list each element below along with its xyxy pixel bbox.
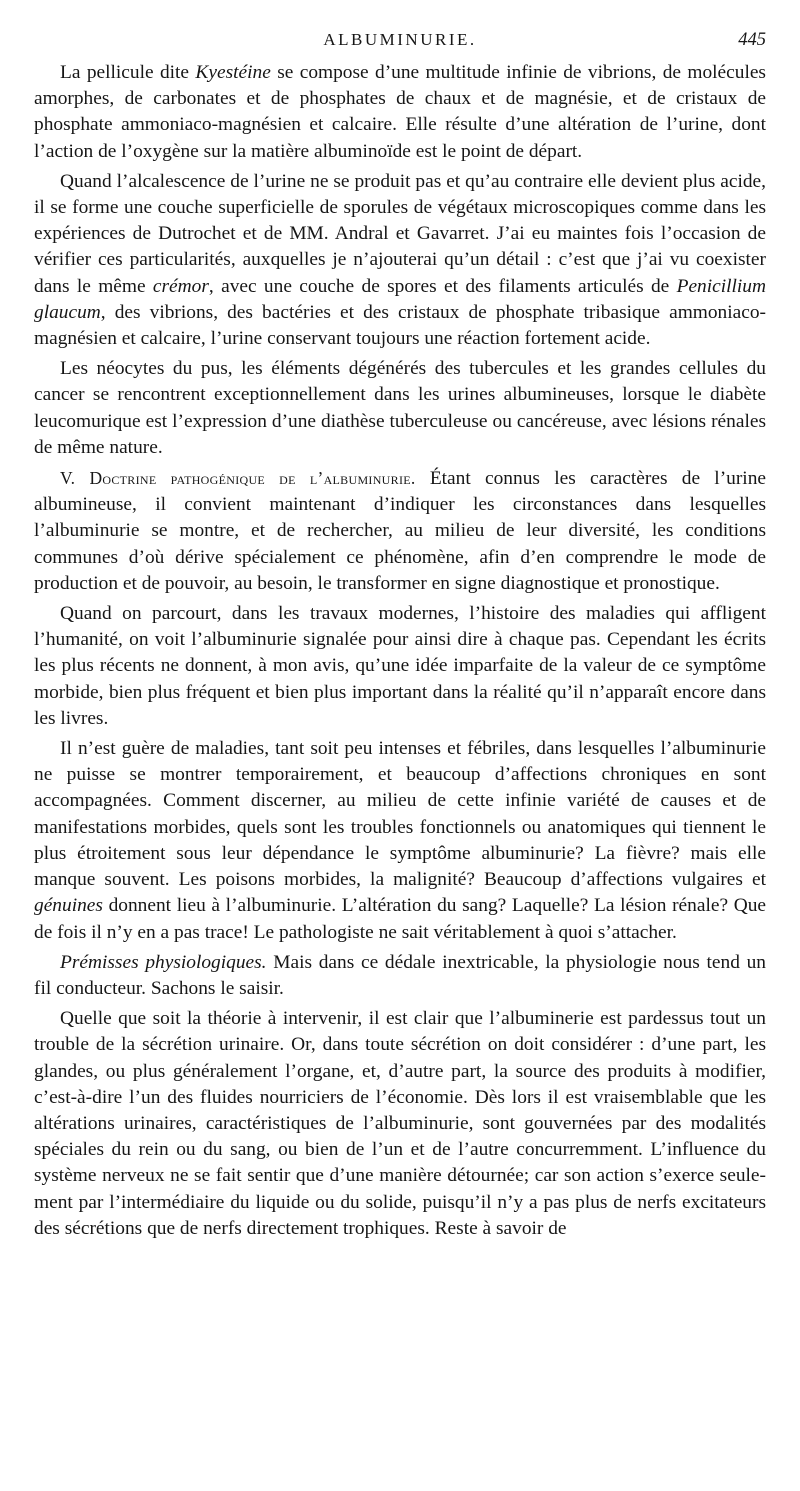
text-run: Mais dans ce dédale inextricable, la physiologie nous tend un fil conducteur. Sachons le saisir.	[34, 951, 766, 999]
running-title: ALBUMINURIE.	[323, 30, 477, 49]
text-run: , avec une couche de spores et des filaments articulés de	[208, 275, 677, 297]
page-header	[34, 27, 766, 53]
text-run: Quand on parcourt, dans les travaux modernes, l’histoire des maladies qui affligent l’humanité, on voit l’albuminurie signalée pour ainsi dire à chaque pas. Cependant les écrits les plus récents ne donnent, à mon avis, qu’une idée imparfaite de la valeur de ce symptôme morbide, bien plus fréquent et bien plus important dans la réalité qu’il n’apparaît encore dans les livres.	[34, 603, 766, 729]
italic-term: Kyestéine	[195, 62, 271, 83]
text-run: Il n’est guère de maladies, tant soit peu intenses et fébriles, dans lesquelles l’albuminurie ne puisse se montrer temporairement, et beaucoup d’affections chroniques en sont accompagnées. Comment discerner, au milieu de cette infinie variété de causes et de manifestations morbides, quels sont les troubles fonctionnels ou anatomiques qui tiennent le plus étroitement sous leur dépendance le symptôme albuminurie? La fièvre? mais elle manque souvent. Les poisons morbides, la malignité? Beaucoup d’affections vulgaires et	[34, 738, 766, 891]
body-text	[34, 60, 766, 1242]
italic-subheading: Prémisses physiologiques.	[60, 951, 267, 973]
text-run: , des vibrions, des bactéries et des cristaux de phosphate tribasique ammoniaco-magnésien et calcaire, l’urine conservant toujours une réaction fortement acide.	[34, 301, 766, 350]
text-run: Quand l’alcalescence de l’urine ne se produit pas et qu’au contraire elle devient plus acide, il se forme une couche superficielle de sporules de végétaux microscopiques comme dans les expériences de Dutrochet et de MM. Andral et Gavarret. J’ai eu maintes fois l’occasion de vérifier ces particularités, auxquelles je n’ajouterai qu’un détail : c’est que j’ai vu coexister dans le même	[34, 170, 766, 297]
italic-term: Penicillium glaucum	[34, 275, 766, 323]
text-run: Étant connus les caractères de l’urine albumineuse, il convient maintenant d’indiquer les circonstances dans lesquelles l’albuminurie se montre, et de rechercher, au milieu de leur diversité, les conditions communes d’où dérive spécialement ce phénomène, afin d’en comprendre le mode de production et de pouvoir, au besoin, le transformer en signe diagnostique et pronostique.	[34, 468, 766, 594]
paragraph-premisses	[34, 950, 766, 1002]
paragraph-kyesteine	[34, 60, 766, 165]
paragraph-modern-works	[34, 601, 766, 732]
paragraph-neocytes	[34, 356, 766, 461]
italic-term: génuines	[34, 895, 103, 917]
text-run: donnent lieu à l’albuminurie. L’altération du sang? Laquelle? La lésion rénale? Que de fois il n’y en a pas trace! Le pathologiste ne sait véritablement à quoi s’attacher.	[34, 895, 766, 943]
paragraph-doctrine	[34, 465, 766, 597]
paragraph-febrile-diseases	[34, 736, 766, 946]
text-run: se compose d’une multitude infinie de vibrions, de molécules amorphes, de carbonates et de phosphates de chaux et de magnésie, et de cristaux de phosphate ammoniaco-magnésien et calcaire. Elle résulte d’une altération de l’urine, dont l’action de l’oxygène sur la matière albuminoïde est le point de départ.	[34, 62, 766, 162]
section-heading: V. Doctrine pathogénique de l’albuminurie.	[60, 468, 416, 489]
page-number: 445	[738, 30, 766, 50]
paragraph-acid-urine	[34, 169, 766, 352]
text-run: Les néocytes du pus, les éléments dégénérés des tubercules et les grandes cellules du cancer se rencontrent exceptionnellement dans les urines albumineuses, lorsque le diabète leucomurique est l’expression d’une diathèse tuberculeuse ou cancéreuse, avec lésions rénales de même nature.	[34, 358, 766, 458]
paragraph-secretion-theory	[34, 1006, 766, 1242]
italic-term: crémor	[152, 275, 209, 297]
text-run: Quelle que soit la théorie à intervenir, il est clair que l’albuminerie est pardessus tout un trouble de la sécrétion urinaire. Or, dans toute sécrétion on doit considérer : d’une part, les glandes, ou plus généralement l’organe, et, d’autre part, la source des produits à modifier, c’est-à-dire l’un des fluides nourriciers de l’économie. Dès lors il est vraisemblable que les altérations urinaires, caractéristiques de l’albuminurie, sont gouvernées par des modalités spéciales du rein ou du sang, ou bien de l’un et de l’autre concurremment. L’influence du système nerveux ne se fait sentir que d’une manière détournée; car son action s’exerce seulement par l’intermédiaire du liquide ou du solide, puisqu’il n’y a pas plus de nerfs excitateurs des sécrétions que de nerfs directement trophiques. Reste à savoir de	[34, 1008, 766, 1239]
text-run: La pellicule dite	[60, 62, 196, 83]
